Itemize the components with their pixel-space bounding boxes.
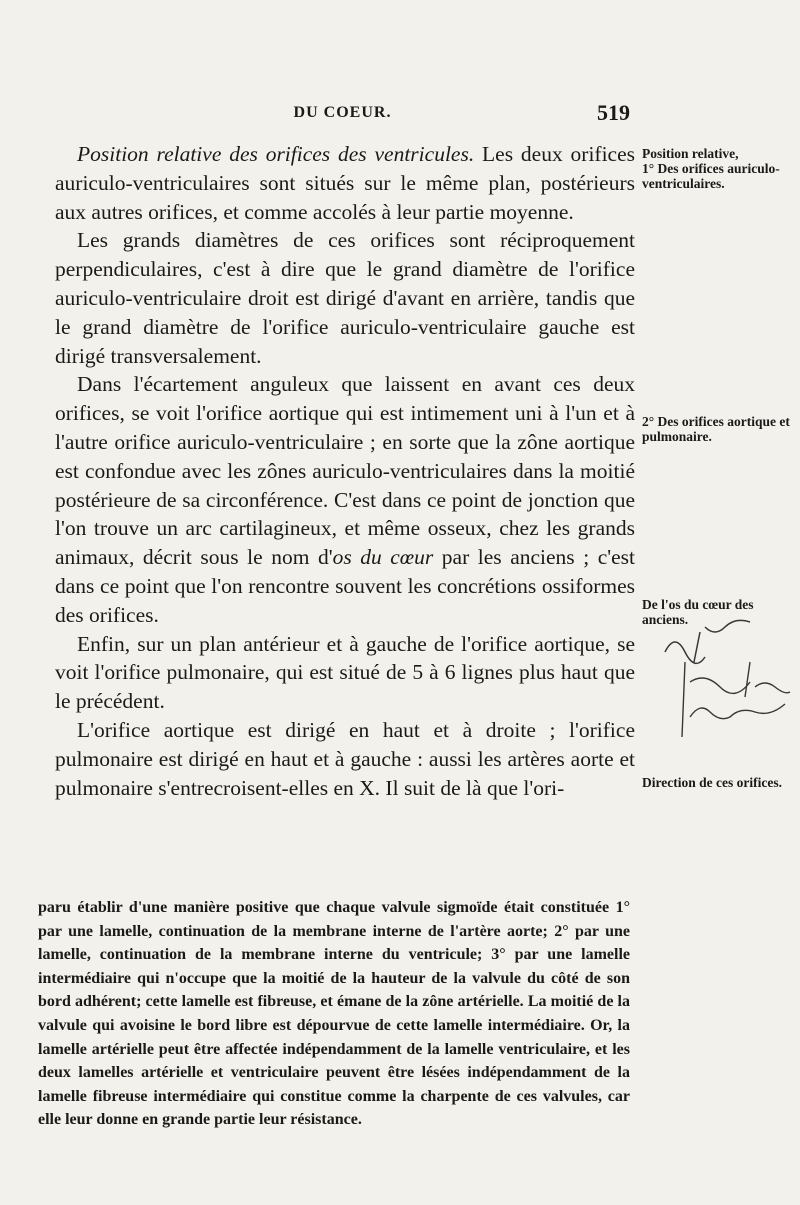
footnote-text: paru établir d'une manière positive que chaque valvule sigmoïde était constituée 1° par une lamelle, continuation de la membrane interne de l'artère aorte; 2° par une lamelle, continuation de la membrane interne du ventricule; 3° par une lamelle intermédiaire qui n'occupe que la moitié de la hauteur de la valvule du côté de son bord adhérent; cette lamelle est fibreuse, et émane de la zône artérielle. La moitié de la valvule qui avoisine le bord libre est dépourvue de cette lamelle intermédiaire. Or, la lamelle artérielle peut être affectée indépendamment de la lamelle ventriculaire, et les deux lamelles artérielle et ventriculaire peuvent être lésées indépendamment de la lamelle fibreuse intermédiaire qui constitue comme la charpente de ces valvules, car elle leur donne en grande partie leur résistance. (38, 899, 630, 1129)
footnote (38, 896, 630, 1132)
paragraph-direction: L'orifice aortique est dirigé en haut et à droite ; l'orifice pulmonaire est dirigé en haut et à gauche : aussi les artères aorte et pulmonaire s'entrecroisent-elles en X. Il suit de là que l'ori- (55, 717, 635, 800)
running-title: DU COEUR. (293, 104, 392, 121)
paragraph-text: Les deux orifices auriculo-ventriculaires sont situés sur le même plan, postérieurs aux autres orifices, et comme accolés à leur partie moyenne. (55, 142, 635, 224)
page-number: 519 (597, 100, 630, 125)
paragraph-position (55, 140, 635, 226)
margin-note-aortic: 2° Des orifices aortique et pulmonaire. (642, 414, 790, 444)
main-text (55, 140, 635, 802)
running-head (55, 100, 630, 128)
margin-note-text: 1° Des orifices auriculo-ventriculaires. (642, 161, 780, 191)
margin-note-direction: Direction de ces orifices. (642, 775, 782, 790)
margin-note-position (642, 146, 792, 191)
margin-note-text: Position relative, (642, 146, 739, 161)
paragraph-pulmonary: Enfin, sur un plan antérieur et à gauche de l'orifice aortique, se voit l'orifice pulmonaire, qui est situé de 5 à 6 lignes plus haut que le précédent. (55, 631, 635, 714)
paragraph-text: par les anciens ; c'est dans ce point que l'on rencontre souvent les concrétions ossiformes des orifices. (55, 545, 636, 627)
italic-term: os du cœur (332, 545, 434, 570)
paragraph-aortic (55, 370, 635, 629)
margin-note-os-du-coeur: De l'os du cœur des anciens. (642, 597, 754, 627)
handwritten-annotation (655, 612, 795, 742)
section-heading: Position relative des orifices des ventricules. (77, 142, 475, 166)
paragraph-text: Dans l'écartement anguleux que laissent en avant ces deux orifices, se voit l'orifice aortique qui est intimement uni à l'un et à l'autre orifice auriculo-ventriculaire ; en sorte que la zône aortique est confondue avec les zônes auriculo-ventriculaires dans la moitié postérieure de sa circonférence. C'est dans ce point de jonction que l'on trouve un arc cartilagineux, et même osseux, chez les grands animaux, décrit sous le nom d' (55, 372, 635, 570)
paragraph-diameters: Les grands diamètres de ces orifices sont réciproquement perpendiculaires, c'est à dire que le grand diamètre de l'orifice auriculo-ventriculaire droit est dirigé d'avant en arrière, tandis que le grand diamètre de l'orifice auriculo-ventriculaire gauche est dirigé transversalement. (55, 228, 635, 368)
